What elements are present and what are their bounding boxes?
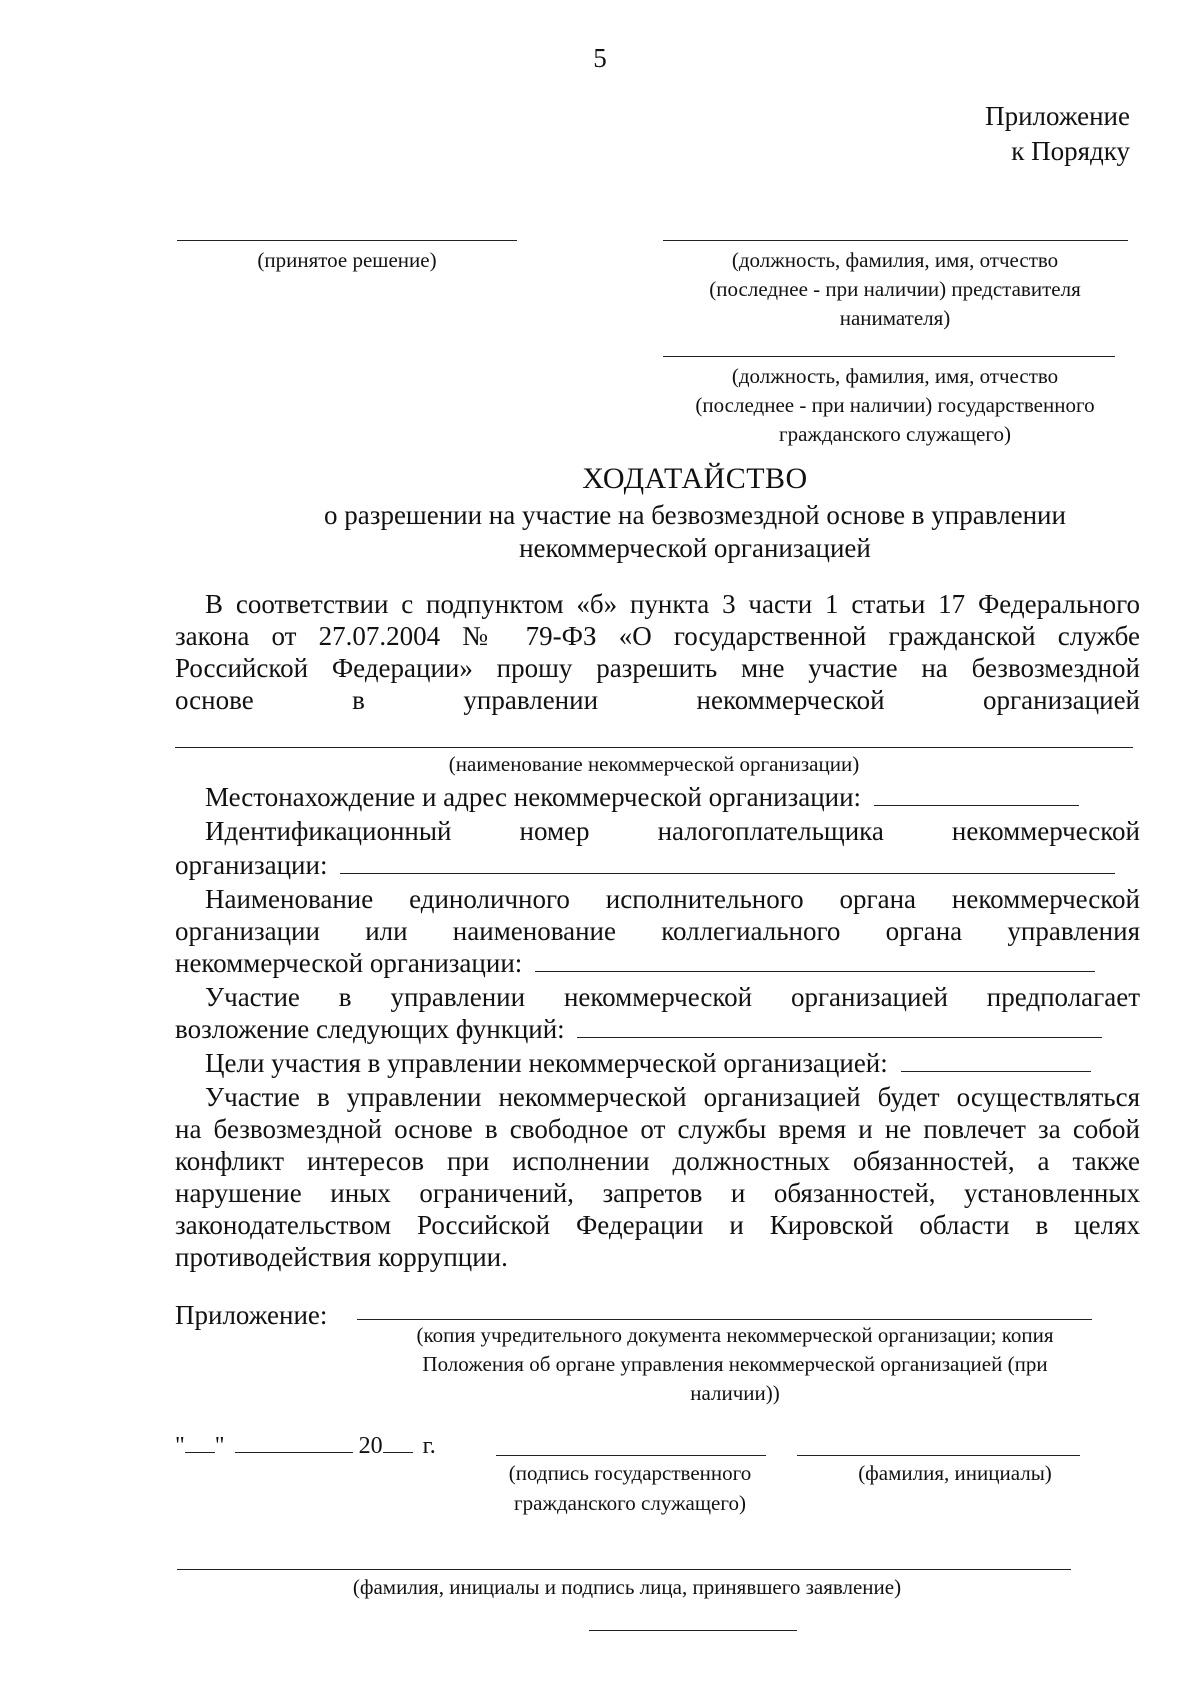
- org-name-field[interactable]: [175, 747, 1133, 748]
- signatory-name-caption: (фамилия, инициалы): [858, 1461, 1052, 1485]
- servant-caption-line1: (должность, фамилия, имя, отчество: [731, 364, 1059, 388]
- employer-caption-line3: нанимателя): [839, 306, 951, 330]
- civil-servant-field[interactable]: [663, 356, 1115, 357]
- goals-label: Цели участия в управлении некоммерческой организацией:: [205, 1048, 888, 1078]
- attachment-caption-line3: наличии)): [690, 1381, 780, 1405]
- date-year-suffix: г.: [422, 1433, 436, 1459]
- servant-caption-line2: (последнее - при наличии) государственного: [695, 393, 1095, 417]
- receiver-caption: (фамилия, инициалы и подпись лица, принявшего заявление): [352, 1575, 902, 1599]
- paragraph1-line1: В соответствии с подпунктом «б» пункта 3 части 1 статьи 17 Федерального: [205, 589, 1140, 619]
- location-row: [205, 781, 1140, 813]
- paragraph2-line2: на безвозмездной основе в свободное от службы время и не повлечет за собой: [175, 1114, 1140, 1144]
- page-number: 5: [593, 43, 607, 73]
- inn-row: [175, 849, 1140, 881]
- functions-row: [175, 1013, 1140, 1045]
- paragraph2-line1: Участие в управлении некоммерческой организацией будет осуществляться: [205, 1082, 1140, 1112]
- signatory-name-field[interactable]: [797, 1455, 1080, 1456]
- functions-line1: Участие в управлении некоммерческой организацией предполагает: [205, 982, 1140, 1012]
- document-subtitle-line2: некоммерческой организацией: [519, 533, 871, 563]
- attachment-field[interactable]: [357, 1319, 1092, 1320]
- appendix-subtitle: к Порядку: [1011, 136, 1130, 166]
- exec-line2: организации или наименование коллегиального органа управления: [175, 916, 1140, 946]
- date-month-field[interactable]: [235, 1452, 353, 1453]
- signature-field[interactable]: [496, 1455, 766, 1456]
- paragraph2-line5: законодательством Российской Федерации и Кировской области в целях: [175, 1210, 1140, 1240]
- exec-label: некоммерческой организации:: [175, 948, 523, 978]
- signature-caption-line1: (подпись государственного: [508, 1461, 752, 1485]
- servant-caption-line3: гражданского служащего): [779, 422, 1011, 446]
- employer-caption-line1: (должность, фамилия, имя, отчество: [731, 248, 1059, 272]
- signature-caption-line2: гражданского служащего): [514, 1491, 746, 1515]
- date-row: [175, 1431, 436, 1461]
- date-year-field[interactable]: [383, 1452, 413, 1453]
- functions-field[interactable]: [577, 1037, 1102, 1038]
- paragraph2-line4: нарушение иных ограничений, запретов и обязанностей, установленных: [175, 1178, 1140, 1208]
- receiver-field[interactable]: [177, 1569, 1071, 1570]
- date-quote-close: ": [214, 1433, 225, 1459]
- paragraph1-line2: закона от 27.07.2004 № 79-ФЗ «О государственной гражданской службе: [175, 621, 1140, 651]
- employer-caption-line2: (последнее - при наличии) представителя: [709, 277, 1081, 301]
- paragraph1-line3: Российской Федерации» прошу разрешить мне участие на безвозмездной: [175, 653, 1140, 683]
- decision-caption: (принятое решение): [257, 248, 437, 272]
- exec-row: [175, 947, 1140, 979]
- employer-representative-field[interactable]: [663, 240, 1128, 241]
- goals-row: [205, 1047, 1140, 1079]
- attachment-caption-line2: Положения об органе управления некоммерческой организацией (при: [422, 1352, 1048, 1376]
- goals-field[interactable]: [901, 1071, 1091, 1072]
- document-subtitle-line1: о разрешении на участие на безвозмездной основе в управлении: [324, 500, 1066, 530]
- inn-label: организации:: [175, 850, 328, 880]
- attachment-label: Приложение:: [175, 1300, 328, 1330]
- paragraph2-line6: противодействия коррупции.: [175, 1242, 508, 1272]
- attachment-caption-line1: (копия учредительного документа некоммерческой организации; копия: [416, 1323, 1054, 1347]
- functions-label: возложение следующих функций:: [175, 1014, 565, 1044]
- appendix-title: Приложение: [985, 101, 1130, 131]
- document-title: ХОДАТАЙСТВО: [582, 462, 808, 495]
- date-quote-open: ": [175, 1433, 185, 1459]
- location-field[interactable]: [874, 805, 1079, 806]
- date-year-prefix: 20: [358, 1433, 383, 1459]
- org-name-caption: (наименование некоммерческой организации): [448, 752, 860, 776]
- exec-line1: Наименование единоличного исполнительного органа некоммерческой: [205, 884, 1140, 914]
- inn-field[interactable]: [340, 873, 1115, 874]
- exec-field[interactable]: [535, 971, 1095, 972]
- inn-line1: Идентификационный номер налогоплательщика некоммерческой: [205, 816, 1140, 846]
- paragraph2-line3: конфликт интересов при исполнении должностных обязанностей, а также: [175, 1146, 1140, 1176]
- location-label: Местонахождение и адрес некоммерческой организации:: [205, 782, 862, 812]
- closing-divider: [589, 1630, 797, 1631]
- paragraph1-line4: основе в управлении некоммерческой организацией: [175, 685, 1140, 715]
- decision-field[interactable]: [177, 240, 517, 241]
- date-day-field[interactable]: [185, 1452, 215, 1453]
